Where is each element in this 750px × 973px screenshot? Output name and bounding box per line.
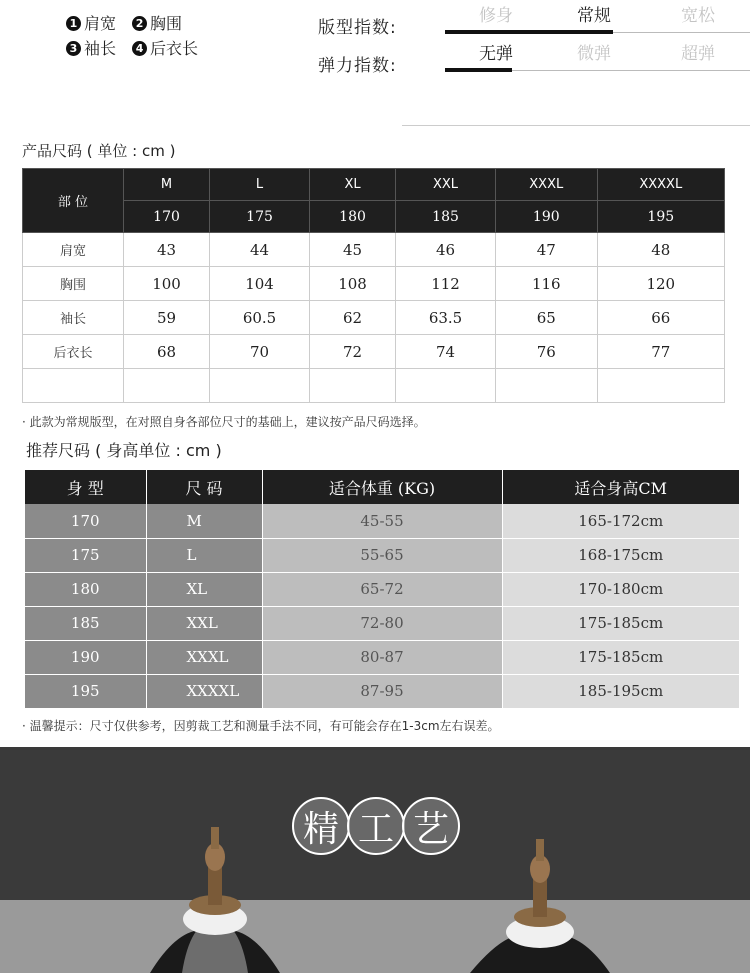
mannequin-illustration [0, 747, 750, 973]
table-cell: 44 [210, 233, 310, 267]
table-cell: 185 [25, 606, 146, 640]
fit-indices [318, 6, 750, 82]
stretch-index-bar [445, 68, 512, 72]
table-row [25, 606, 739, 640]
table-cell: XXL [146, 606, 262, 640]
legend-item-shoulder [66, 11, 116, 36]
table-cell: 168-175cm [502, 538, 739, 572]
size-header: XXXXL [597, 169, 724, 201]
recommended-size-table [25, 470, 739, 709]
column-header: 适合体重 (KG) [262, 470, 502, 504]
height-header: 175 [210, 201, 310, 233]
size-header: XXXL [496, 169, 598, 201]
table-cell: 62 [310, 301, 396, 335]
size-header: L [210, 169, 310, 201]
height-header: 170 [124, 201, 210, 233]
number-badge: 3 [66, 41, 81, 56]
table-cell: 72 [310, 335, 396, 369]
craft-title [292, 797, 457, 855]
height-header: 195 [597, 201, 724, 233]
table-cell: 165-172cm [502, 504, 739, 538]
table-row [25, 538, 739, 572]
product-size-title: 产品尺码 ( 单位 : cm ) [22, 142, 176, 160]
product-size-table [22, 168, 725, 403]
stretch-option-slight: 微弹 [577, 44, 611, 64]
table-cell: 72-80 [262, 606, 502, 640]
craft-char: 艺 [402, 797, 460, 855]
column-header: 适合身高CM [502, 470, 739, 504]
part-name: 后衣长 [23, 335, 124, 369]
craft-char: 精 [292, 797, 350, 855]
fit-option-regular: 常规 [577, 6, 611, 26]
fit-option-loose: 宽松 [681, 6, 715, 26]
part-header: 部 位 [23, 169, 124, 233]
divider [402, 125, 750, 126]
part-name: 袖长 [23, 301, 124, 335]
legend-label: 袖长 [84, 39, 117, 58]
empty-row [23, 369, 725, 403]
fit-index-label: 版型指数: [318, 18, 397, 38]
stretch-option-none: 无弹 [479, 44, 513, 64]
recommended-size-title: 推荐尺码 ( 身高单位 : cm ) [26, 441, 222, 460]
table-row [25, 674, 739, 708]
legend-item-chest [132, 11, 182, 36]
table-cell: 100 [124, 267, 210, 301]
table-cell: 59 [124, 301, 210, 335]
table-cell: XXXXL [146, 674, 262, 708]
table-cell: 175-185cm [502, 606, 739, 640]
size-header: XXL [396, 169, 496, 201]
table-cell: XL [146, 572, 262, 606]
column-header: 身 型 [25, 470, 146, 504]
part-name: 肩宽 [23, 233, 124, 267]
table-cell: 170-180cm [502, 572, 739, 606]
number-badge: 4 [132, 41, 147, 56]
table-cell: 87-95 [262, 674, 502, 708]
legend-label: 肩宽 [84, 14, 117, 33]
table-cell: 116 [496, 267, 598, 301]
stretch-index-row [318, 44, 750, 82]
craft-char: 工 [347, 797, 405, 855]
height-header: 190 [496, 201, 598, 233]
table-cell: 112 [396, 267, 496, 301]
measurement-legend [66, 11, 198, 61]
height-header: 180 [310, 201, 396, 233]
table-cell: 80-87 [262, 640, 502, 674]
table-cell: 55-65 [262, 538, 502, 572]
fit-index-bar [445, 30, 613, 34]
table-cell: 43 [124, 233, 210, 267]
column-header: 尺 码 [146, 470, 262, 504]
table-cell: 77 [597, 335, 724, 369]
table-cell: 46 [396, 233, 496, 267]
table-cell: 45-55 [262, 504, 502, 538]
number-badge: 2 [132, 16, 147, 31]
size-header: M [124, 169, 210, 201]
table-cell: 104 [210, 267, 310, 301]
table-cell: 74 [396, 335, 496, 369]
table-cell: 120 [597, 267, 724, 301]
table-cell: 170 [25, 504, 146, 538]
table-cell: 66 [597, 301, 724, 335]
table-cell: 68 [124, 335, 210, 369]
table-cell: 190 [25, 640, 146, 674]
mannequin-right-icon [470, 839, 610, 973]
table-cell: 76 [496, 335, 598, 369]
table-cell: 175 [25, 538, 146, 572]
stretch-option-high: 超弹 [681, 44, 715, 64]
size-header: XL [310, 169, 396, 201]
table-row [23, 335, 725, 369]
table-row [23, 267, 725, 301]
stretch-index-label: 弹力指数: [318, 56, 397, 76]
table-row [23, 233, 725, 267]
craft-banner [0, 747, 750, 973]
recommended-size-note: · 温馨提示：尺寸仅供参考，因剪裁工艺和测量手法不同，有可能会存在1-3cm左右误差。 [22, 719, 500, 733]
table-row [25, 640, 739, 674]
table-cell: 63.5 [396, 301, 496, 335]
table-cell: 48 [597, 233, 724, 267]
table-cell: 185-195cm [502, 674, 739, 708]
table-row [25, 504, 739, 538]
table-cell: 60.5 [210, 301, 310, 335]
table-cell: 47 [496, 233, 598, 267]
table-cell: 180 [25, 572, 146, 606]
table-cell: L [146, 538, 262, 572]
table-cell: M [146, 504, 262, 538]
legend-item-sleeve [66, 36, 116, 61]
legend-label: 胸围 [150, 14, 183, 33]
number-badge: 1 [66, 16, 81, 31]
table-cell: 195 [25, 674, 146, 708]
mannequin-left-icon [150, 827, 280, 973]
fit-option-slim: 修身 [479, 6, 513, 26]
table-cell: 175-185cm [502, 640, 739, 674]
height-header: 185 [396, 201, 496, 233]
legend-label: 后衣长 [150, 39, 199, 58]
product-size-note: · 此款为常规版型，在对照自身各部位尺寸的基础上，建议按产品尺码选择。 [22, 415, 426, 429]
table-cell: XXXL [146, 640, 262, 674]
legend-item-length [132, 36, 198, 61]
table-cell: 108 [310, 267, 396, 301]
table-cell: 65 [496, 301, 598, 335]
table-row [25, 572, 739, 606]
table-cell: 45 [310, 233, 396, 267]
table-row [23, 301, 725, 335]
table-cell: 65-72 [262, 572, 502, 606]
table-cell: 70 [210, 335, 310, 369]
part-name: 胸围 [23, 267, 124, 301]
